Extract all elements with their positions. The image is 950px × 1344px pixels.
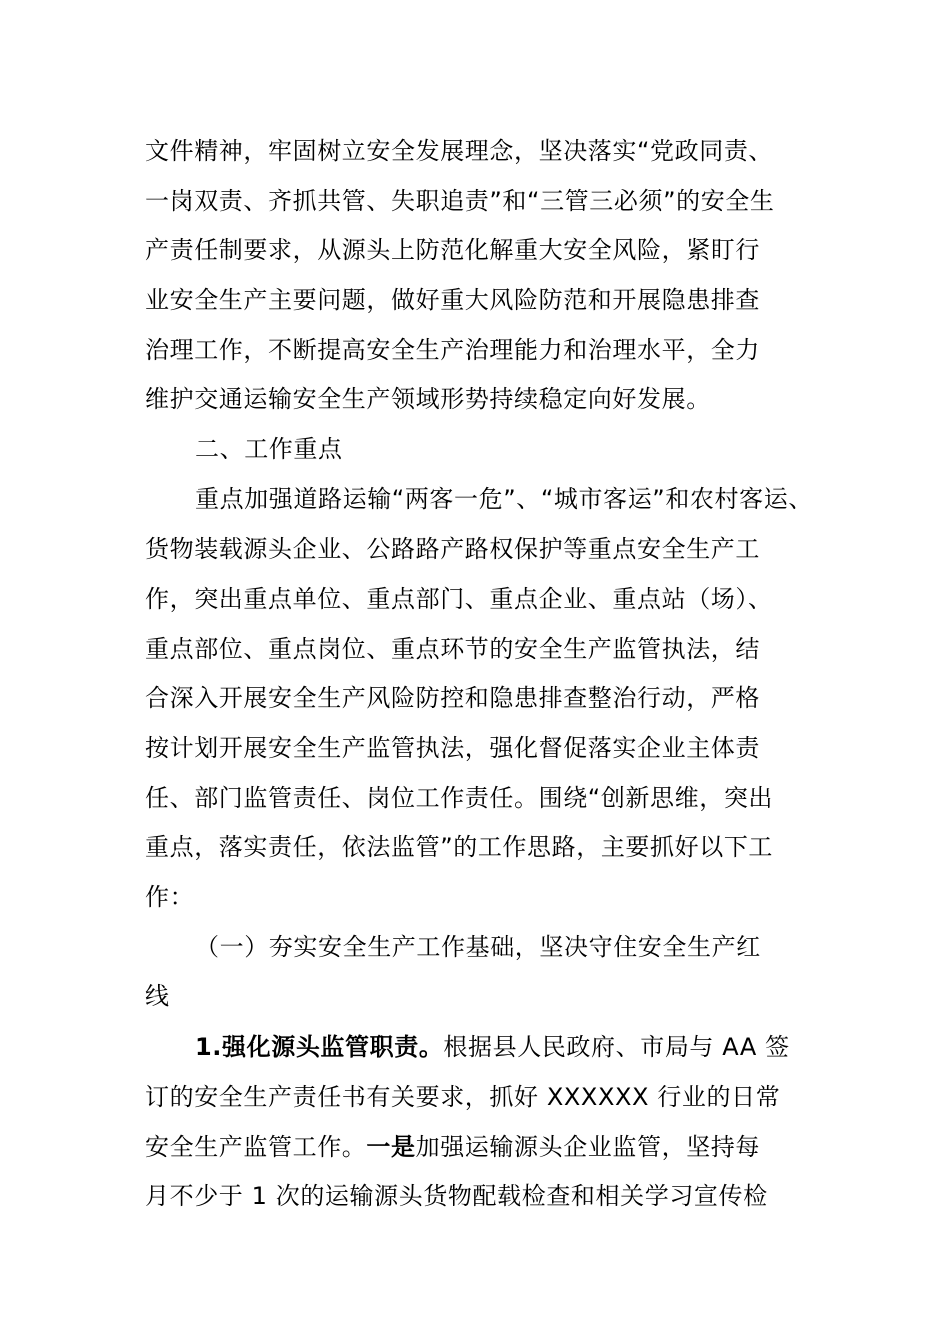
- body-text-line: 重点加强道路运输“两客一危”、“城市客运”和农村客运、: [195, 485, 813, 513]
- body-text-line: 货物装载源头企业、公路路产路权保护等重点安全生产工: [145, 535, 760, 563]
- body-text-line: 业安全生产主要问题，做好重大风险防范和开展隐患排查: [145, 286, 760, 314]
- subheading-line: （一）夯实安全生产工作基础，坚决守住安全生产红: [195, 933, 761, 961]
- body-text-line: 作，突出重点单位、重点部门、重点企业、重点站（场）、: [145, 585, 773, 613]
- body-text-line: 月不少于 1 次的运输源头货物配载检查和相关学习宣传检: [145, 1182, 768, 1210]
- body-text-line: 任、部门监管责任、岗位工作责任。围绕“创新思维，突出: [145, 784, 774, 812]
- body-text-line: 重点，落实责任，依法监管”的工作思路，主要抓好以下工: [145, 833, 774, 861]
- item-line: [195, 1031, 790, 1063]
- body-text-line: 按计划开展安全生产监管执法，强化督促落实企业主体责: [145, 734, 760, 762]
- body-text-line: 产责任制要求，从源头上防范化解重大安全风险，紧盯行: [145, 236, 760, 264]
- body-text-line: 一岗双责、齐抓共管、失职追责”和“三管三必须”的安全生: [145, 187, 775, 215]
- item-emphasis: 一是: [366, 1133, 416, 1161]
- body-text-line: 维护交通运输安全生产领域形势持续稳定向好发展。: [145, 385, 711, 413]
- item-title: 1.强化源头监管职责。: [195, 1033, 444, 1061]
- body-text-line: 重点部位、重点岗位、重点环节的安全生产监管执法，结: [145, 635, 760, 663]
- body-text-line: 订的安全生产责任书有关要求，抓好 XXXXXX 行业的日常: [145, 1083, 781, 1111]
- item-text: 安全生产监管工作。: [145, 1133, 367, 1161]
- section-heading: 二、工作重点: [195, 435, 343, 463]
- body-text-line: 合深入开展安全生产风险防控和隐患排查整治行动，严格: [145, 684, 760, 712]
- item-text: 加强运输源头企业监管，坚持每: [415, 1133, 761, 1161]
- subheading-line: 线: [145, 982, 170, 1010]
- body-text-line: 文件精神，牢固树立安全发展理念，坚决落实“党政同责、: [145, 137, 774, 165]
- body-text-line: 治理工作，不断提高安全生产治理能力和治理水平，全力: [145, 336, 760, 364]
- body-text-line: 作：: [145, 883, 195, 911]
- item-text: 根据县人民政府、市局与 AA 签: [443, 1033, 790, 1061]
- item-line: [145, 1131, 760, 1163]
